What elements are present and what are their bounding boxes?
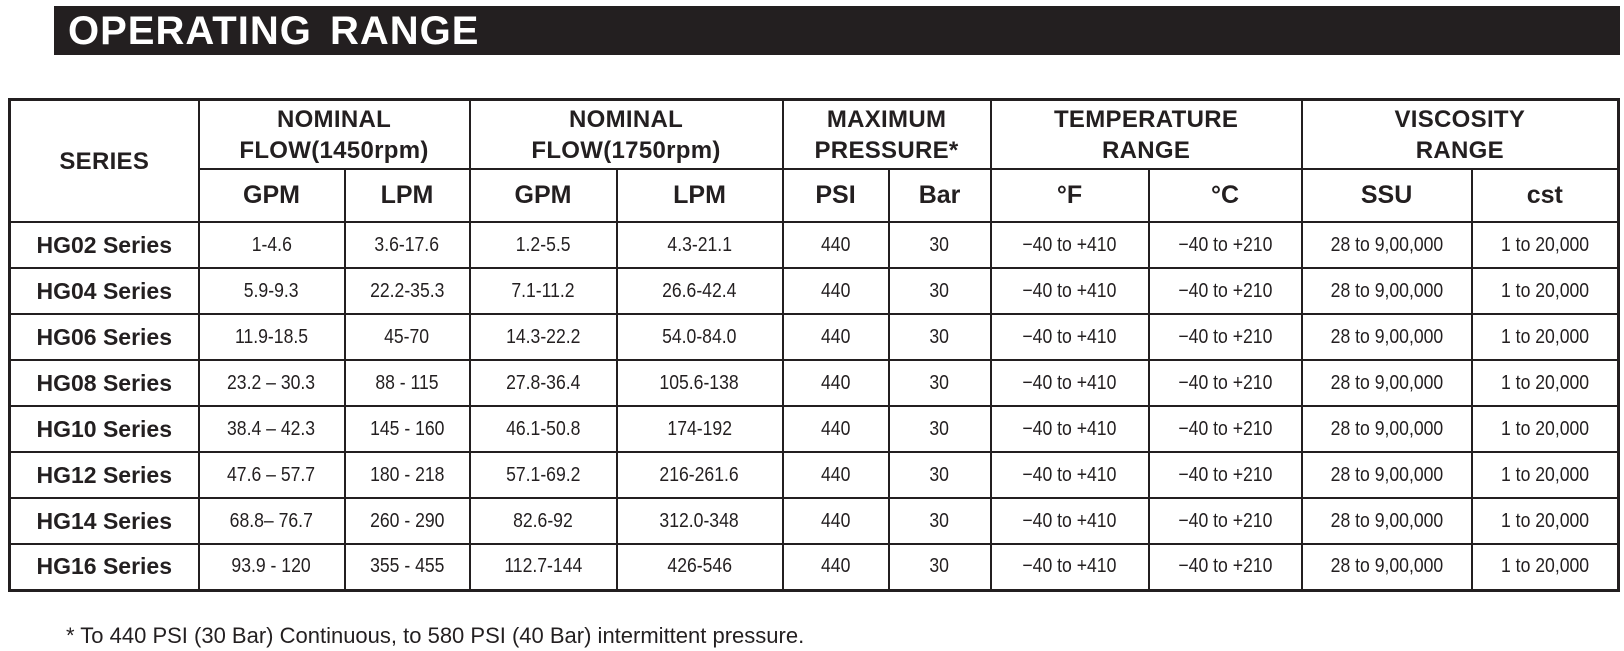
value-cell xyxy=(345,498,470,544)
value-cell xyxy=(1302,544,1472,590)
value-text: 30 xyxy=(929,371,950,394)
value-cell xyxy=(617,544,783,590)
value-cell xyxy=(991,222,1149,268)
value-text: −40 to +410 xyxy=(1022,233,1117,256)
value-text: 440 xyxy=(820,417,851,440)
table-row xyxy=(10,268,1619,314)
value-cell xyxy=(889,452,991,498)
value-text: 312.0-348 xyxy=(659,509,740,532)
value-text: 1 to 20,000 xyxy=(1500,233,1589,256)
value-text: 45-70 xyxy=(384,325,430,348)
table-row xyxy=(10,406,1619,452)
value-cell xyxy=(1302,498,1472,544)
value-text: −40 to +210 xyxy=(1178,555,1273,578)
unit-header: GPM xyxy=(199,169,345,222)
value-text: 28 to 9,00,000 xyxy=(1330,555,1443,578)
value-text: 440 xyxy=(820,279,851,302)
table-row xyxy=(10,498,1619,544)
value-cell xyxy=(1149,452,1302,498)
value-cell xyxy=(345,314,470,360)
value-cell xyxy=(470,360,617,406)
footnote: * To 440 PSI (30 Bar) Continuous, to 580 PSI (40 Bar) intermittent pressure. xyxy=(66,623,805,648)
series-name-cell: HG10 Series xyxy=(10,406,199,452)
value-text: 82.6-92 xyxy=(513,509,573,532)
value-text: 3.6-17.6 xyxy=(374,233,440,256)
value-text: −40 to +410 xyxy=(1022,509,1117,532)
value-text: 30 xyxy=(929,555,950,578)
value-cell xyxy=(1472,314,1619,360)
value-cell xyxy=(1472,498,1619,544)
value-cell xyxy=(991,268,1149,314)
series-name-cell: HG14 Series xyxy=(10,498,199,544)
value-text: 440 xyxy=(820,371,851,394)
value-text: 5.9-9.3 xyxy=(244,279,299,302)
value-text: 30 xyxy=(929,325,950,348)
value-cell xyxy=(1472,544,1619,590)
value-text: −40 to +210 xyxy=(1178,371,1273,394)
value-cell xyxy=(470,222,617,268)
value-text: 46.1-50.8 xyxy=(505,417,581,440)
value-text: 93.9 - 120 xyxy=(231,555,312,578)
value-cell xyxy=(1472,452,1619,498)
value-text: 28 to 9,00,000 xyxy=(1330,233,1443,256)
value-cell xyxy=(470,314,617,360)
value-text: 1 to 20,000 xyxy=(1500,463,1589,486)
value-text: 7.1-11.2 xyxy=(511,279,575,302)
value-text: −40 to +410 xyxy=(1022,417,1117,440)
value-cell xyxy=(1472,268,1619,314)
value-text: −40 to +410 xyxy=(1022,555,1117,578)
series-name-cell: HG16 Series xyxy=(10,544,199,590)
value-text: 88 - 115 xyxy=(375,371,439,394)
value-text: 11.9-18.5 xyxy=(234,325,309,348)
unit-header: Bar xyxy=(889,169,991,222)
value-cell xyxy=(889,222,991,268)
value-cell xyxy=(345,268,470,314)
value-text: 28 to 9,00,000 xyxy=(1330,279,1443,302)
value-cell xyxy=(617,452,783,498)
group-header-temperature: TEMPERATURE RANGE xyxy=(991,100,1302,170)
value-cell xyxy=(889,544,991,590)
value-text: 28 to 9,00,000 xyxy=(1330,325,1443,348)
series-name-cell: HG06 Series xyxy=(10,314,199,360)
value-cell xyxy=(783,268,889,314)
series-name-cell: HG02 Series xyxy=(10,222,199,268)
value-cell xyxy=(1472,360,1619,406)
value-cell xyxy=(1149,498,1302,544)
value-text: −40 to +410 xyxy=(1022,279,1117,302)
value-cell xyxy=(991,360,1149,406)
value-cell xyxy=(1149,360,1302,406)
value-text: 30 xyxy=(929,463,950,486)
value-text: 112.7-144 xyxy=(504,555,582,578)
table-row xyxy=(10,222,1619,268)
value-text: 30 xyxy=(929,509,950,532)
value-cell xyxy=(1472,406,1619,452)
value-cell xyxy=(1149,314,1302,360)
value-cell xyxy=(617,222,783,268)
unit-header: SSU xyxy=(1302,169,1472,222)
value-cell xyxy=(345,544,470,590)
value-cell xyxy=(199,406,345,452)
unit-header: °C xyxy=(1149,169,1302,222)
unit-header: PSI xyxy=(783,169,889,222)
value-cell xyxy=(617,360,783,406)
value-text: 68.8– 76.7 xyxy=(229,509,314,532)
value-cell xyxy=(889,268,991,314)
value-cell xyxy=(1472,222,1619,268)
value-cell xyxy=(1302,360,1472,406)
value-cell xyxy=(991,314,1149,360)
group-header-row xyxy=(10,100,1619,170)
value-text: −40 to +210 xyxy=(1178,509,1273,532)
value-cell xyxy=(783,498,889,544)
page-title: OPERATING RANGE xyxy=(68,9,480,53)
value-text: −40 to +410 xyxy=(1022,463,1117,486)
table-body xyxy=(10,222,1619,590)
unit-header: cst xyxy=(1472,169,1619,222)
value-cell xyxy=(1149,544,1302,590)
value-text: 260 - 290 xyxy=(369,509,445,532)
value-text: 180 - 218 xyxy=(369,463,445,486)
value-text: 1 to 20,000 xyxy=(1500,555,1589,578)
value-cell xyxy=(199,268,345,314)
value-text: 28 to 9,00,000 xyxy=(1330,417,1443,440)
table-row xyxy=(10,452,1619,498)
value-cell xyxy=(1302,314,1472,360)
value-cell xyxy=(617,498,783,544)
value-text: 105.6-138 xyxy=(659,371,740,394)
value-text: 38.4 – 42.3 xyxy=(227,417,316,440)
operating-range-table xyxy=(8,98,1620,592)
title-bar xyxy=(54,6,1620,55)
table-row xyxy=(10,314,1619,360)
value-text: 57.1-69.2 xyxy=(505,463,581,486)
value-text: 47.6 – 57.7 xyxy=(227,463,316,486)
series-name-cell: HG04 Series xyxy=(10,268,199,314)
value-cell xyxy=(783,360,889,406)
value-text: 30 xyxy=(929,233,950,256)
value-text: 1 to 20,000 xyxy=(1500,371,1589,394)
table-row xyxy=(10,360,1619,406)
value-cell xyxy=(199,222,345,268)
value-text: −40 to +410 xyxy=(1022,325,1117,348)
group-header-pressure: MAXIMUM PRESSURE* xyxy=(783,100,991,170)
value-cell xyxy=(889,360,991,406)
value-cell xyxy=(991,498,1149,544)
value-cell xyxy=(199,452,345,498)
value-text: 1 to 20,000 xyxy=(1500,279,1589,302)
value-text: −40 to +210 xyxy=(1178,233,1273,256)
value-cell xyxy=(991,544,1149,590)
value-cell xyxy=(617,314,783,360)
value-text: 4.3-21.1 xyxy=(667,233,732,256)
value-text: 1-4.6 xyxy=(251,233,292,256)
value-cell xyxy=(199,314,345,360)
unit-header: GPM xyxy=(470,169,617,222)
unit-header: LPM xyxy=(617,169,783,222)
unit-header: LPM xyxy=(345,169,470,222)
value-text: 440 xyxy=(820,463,851,486)
value-text: 1 to 20,000 xyxy=(1500,417,1589,440)
unit-header: °F xyxy=(991,169,1149,222)
value-text: 22.2-35.3 xyxy=(369,279,445,302)
value-cell xyxy=(1149,268,1302,314)
value-cell xyxy=(889,406,991,452)
value-text: 27.8-36.4 xyxy=(505,371,581,394)
table-row xyxy=(10,544,1619,590)
value-cell xyxy=(345,406,470,452)
value-cell xyxy=(783,452,889,498)
value-text: 216-261.6 xyxy=(659,463,740,486)
value-text: 440 xyxy=(820,233,851,256)
value-cell xyxy=(1302,222,1472,268)
value-text: 145 - 160 xyxy=(369,417,445,440)
value-text: 14.3-22.2 xyxy=(505,325,581,348)
value-text: 1.2-5.5 xyxy=(515,233,571,256)
value-cell xyxy=(991,452,1149,498)
value-cell xyxy=(470,498,617,544)
value-text: 440 xyxy=(820,509,851,532)
value-text: 28 to 9,00,000 xyxy=(1330,371,1443,394)
value-cell xyxy=(199,544,345,590)
value-text: 54.0-84.0 xyxy=(662,325,737,348)
value-cell xyxy=(783,314,889,360)
unit-header-row xyxy=(10,169,1619,222)
value-text: 28 to 9,00,000 xyxy=(1330,463,1443,486)
value-cell xyxy=(617,268,783,314)
value-text: 426-546 xyxy=(667,555,732,578)
value-text: −40 to +210 xyxy=(1178,417,1273,440)
series-name-cell: HG12 Series xyxy=(10,452,199,498)
value-cell xyxy=(470,406,617,452)
value-text: 26.6-42.4 xyxy=(662,279,737,302)
value-text: 355 - 455 xyxy=(369,555,445,578)
value-cell xyxy=(783,406,889,452)
value-cell xyxy=(1302,268,1472,314)
value-cell xyxy=(470,268,617,314)
value-cell xyxy=(345,222,470,268)
value-cell xyxy=(1149,222,1302,268)
value-cell xyxy=(199,360,345,406)
value-text: 1 to 20,000 xyxy=(1500,325,1589,348)
value-cell xyxy=(1149,406,1302,452)
value-cell xyxy=(617,406,783,452)
series-header: SERIES xyxy=(10,100,199,223)
value-cell xyxy=(470,452,617,498)
value-cell xyxy=(199,498,345,544)
value-text: 23.2 – 30.3 xyxy=(227,371,316,394)
series-name-cell: HG08 Series xyxy=(10,360,199,406)
value-text: −40 to +210 xyxy=(1178,463,1273,486)
value-text: 440 xyxy=(820,555,851,578)
group-header-viscosity: VISCOSITY RANGE xyxy=(1302,100,1619,170)
value-text: 1 to 20,000 xyxy=(1500,509,1589,532)
value-cell xyxy=(345,360,470,406)
value-text: −40 to +410 xyxy=(1022,371,1117,394)
value-cell xyxy=(889,314,991,360)
group-header-flow-1750: NOMINAL FLOW(1750rpm) xyxy=(470,100,783,170)
value-text: 174-192 xyxy=(667,417,732,440)
value-cell xyxy=(470,544,617,590)
value-text: 30 xyxy=(929,279,950,302)
value-text: 440 xyxy=(820,325,851,348)
value-cell xyxy=(889,498,991,544)
value-cell xyxy=(783,222,889,268)
value-cell xyxy=(1302,452,1472,498)
value-cell xyxy=(345,452,470,498)
value-cell xyxy=(991,406,1149,452)
group-header-flow-1450: NOMINAL FLOW(1450rpm) xyxy=(199,100,470,170)
value-text: −40 to +210 xyxy=(1178,279,1273,302)
value-cell xyxy=(1302,406,1472,452)
value-text: 30 xyxy=(929,417,950,440)
value-text: −40 to +210 xyxy=(1178,325,1273,348)
value-cell xyxy=(783,544,889,590)
value-text: 28 to 9,00,000 xyxy=(1330,509,1443,532)
